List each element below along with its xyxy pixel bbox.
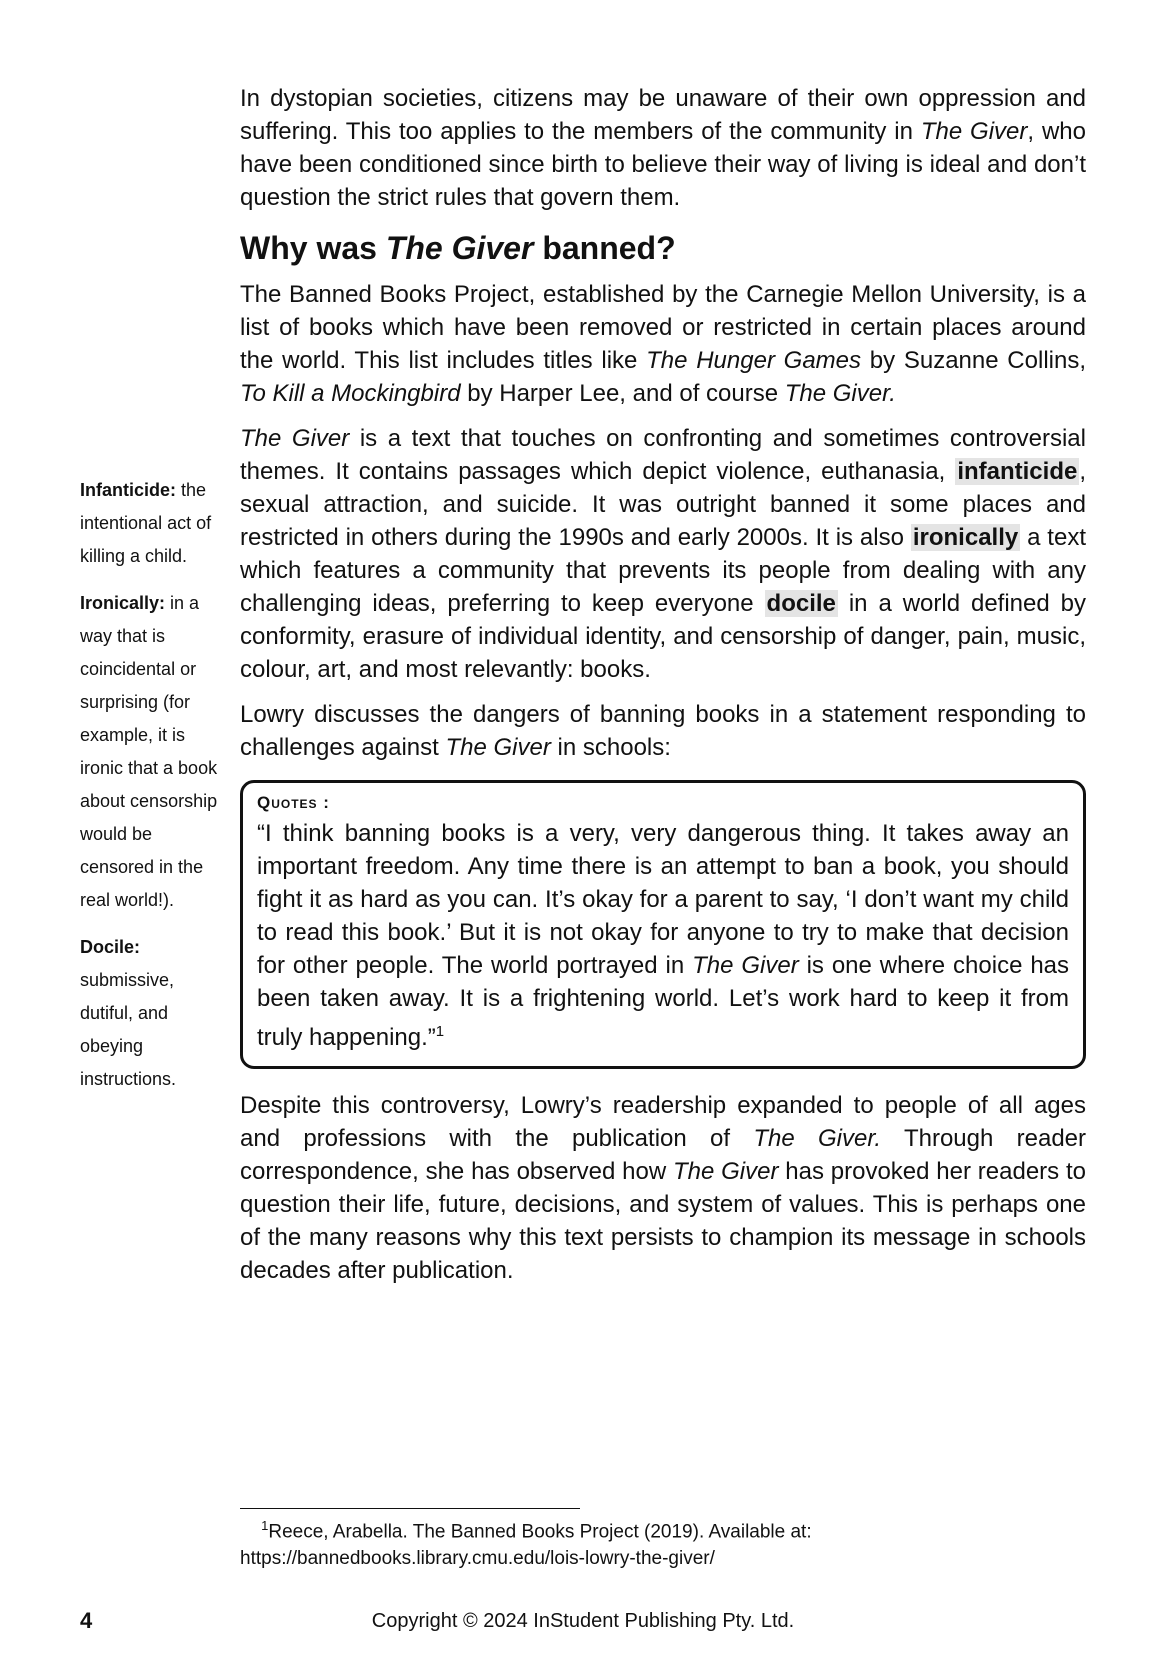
lowry-paragraph [240, 698, 1086, 764]
text-run: , who have been conditioned since birth to believe their way of living is ideal and don’t question the strict rules that govern them. [240, 118, 1086, 211]
text-run: , sexual attraction, and suicide. It was outright banned it some places and restricted in others during the 1990s and early 2000s. It is also [240, 458, 1086, 551]
main-column [240, 82, 1086, 1299]
text-run: The Banned Books Project, established by the Carnegie Mellon University, is a list of books which have been removed or restricted in certain places around the world. This list includes titles like [240, 281, 1086, 374]
quote-box [240, 780, 1086, 1069]
footnote-citation [240, 1512, 1086, 1545]
glossary-definition: the intentional act of killing a child. [80, 480, 212, 566]
text-run: Despite this controversy, Lowry’s readership expanded to people of all ages and professions with the publication of [240, 1092, 1086, 1152]
text-run: Lowry discusses the dangers of banning books in a statement responding to challenges against [240, 701, 1086, 761]
readership-paragraph [240, 1089, 1086, 1287]
book-title: The Hunger Games [646, 347, 862, 374]
banned-books-paragraph [240, 278, 1086, 410]
section-heading [240, 228, 1086, 268]
glossary-term: Infanticide: [80, 480, 177, 500]
footnote-text: Reece, Arabella. The Banned Books Project (2019). Available at: [268, 1521, 812, 1543]
glossary-entry-docile [80, 931, 228, 1096]
copyright-notice: Copyright © 2024 InStudent Publishing Pty. Ltd. [371, 1610, 795, 1632]
text-run: is one where choice has been taken away. It is a frightening world. Let’s work hard to keep it from truly happening.” [257, 952, 1070, 1051]
text-run: is a text that touches on confronting and sometimes controversial themes. It contains passages which depict violence, euthanasia, [240, 425, 1086, 485]
text-run: a text which features a community that prevents its people from dealing with any challenging ideas, preferring to keep everyone [240, 524, 1086, 617]
text-run: Through reader correspondence, she has observed how [240, 1125, 1087, 1185]
footnote-ref: 1 [435, 1023, 445, 1040]
text-run: In dystopian societies, citizens may be unaware of their own oppression and suffering. This too applies to the members of the community in [240, 85, 1086, 145]
glossary-term-docile: docile [766, 590, 836, 617]
book-title: To Kill a Mockingbird [240, 380, 461, 407]
text-run: by Suzanne Collins, [861, 347, 1087, 374]
book-title: The Giver [672, 1158, 779, 1185]
glossary-term: Ironically: [80, 593, 166, 613]
book-title: The Giver. [753, 1125, 882, 1152]
text-run: in schools: [550, 734, 671, 761]
book-title: The Giver [445, 734, 551, 761]
heading-text: Why was [240, 230, 386, 266]
book-title: The Giver [920, 118, 1028, 145]
text-run: “I think banning books is a very, very dangerous thing. It takes away an important freedom. Any time there is an attempt to ban a book, you should fight it as hard as you can. It’s okay for a parent to say, ‘I don’t want my child to read this book.’ But it is not okay for anyone to try to make that decision for other people. The world portrayed in [257, 820, 1069, 979]
text-run: in a world defined by conformity, erasure of individual identity, and censorship of danger, pain, music, colour, art, and most relevantly: books. [240, 590, 1087, 683]
footnote-url: https://bannedbooks.library.cmu.edu/lois-lowry-the-giver/ [240, 1548, 715, 1570]
glossary-term: Docile: [80, 937, 141, 957]
heading-text: banned? [533, 230, 676, 266]
glossary-entry-infanticide [80, 474, 228, 573]
footnote-divider [240, 1508, 580, 1509]
footnote [240, 1512, 1086, 1572]
quote-text [257, 817, 1069, 1054]
text-run: by Harper Lee, and of course [460, 380, 785, 407]
heading-book-title: The Giver [385, 230, 534, 266]
glossary-definition: submissive, dutiful, and obeying instructions. [80, 970, 177, 1089]
glossary-term-infanticide: infanticide [957, 458, 1078, 485]
themes-paragraph [240, 422, 1086, 686]
glossary-definition: in a way that is coincidental or surprising (for example, it is ironic that a book about censorship would be censored in the real world!). [80, 593, 218, 910]
book-title: The Giver [240, 425, 350, 452]
page-number: 4 [80, 1608, 93, 1633]
glossary-sidebar [80, 474, 228, 1110]
glossary-term-ironically: ironically [912, 524, 1019, 551]
intro-paragraph [240, 82, 1086, 214]
footnote-number: 1 [261, 1518, 269, 1533]
book-title: The Giver. [784, 380, 896, 407]
glossary-entry-ironically [80, 587, 228, 917]
book-title: The Giver [692, 952, 799, 979]
text-run: has provoked her readers to question their life, future, decisions, and system of values. This is perhaps one of the many reasons why this text persists to champion its message in schools decades after publication. [240, 1158, 1086, 1284]
quote-label: Quotes : [257, 793, 330, 812]
